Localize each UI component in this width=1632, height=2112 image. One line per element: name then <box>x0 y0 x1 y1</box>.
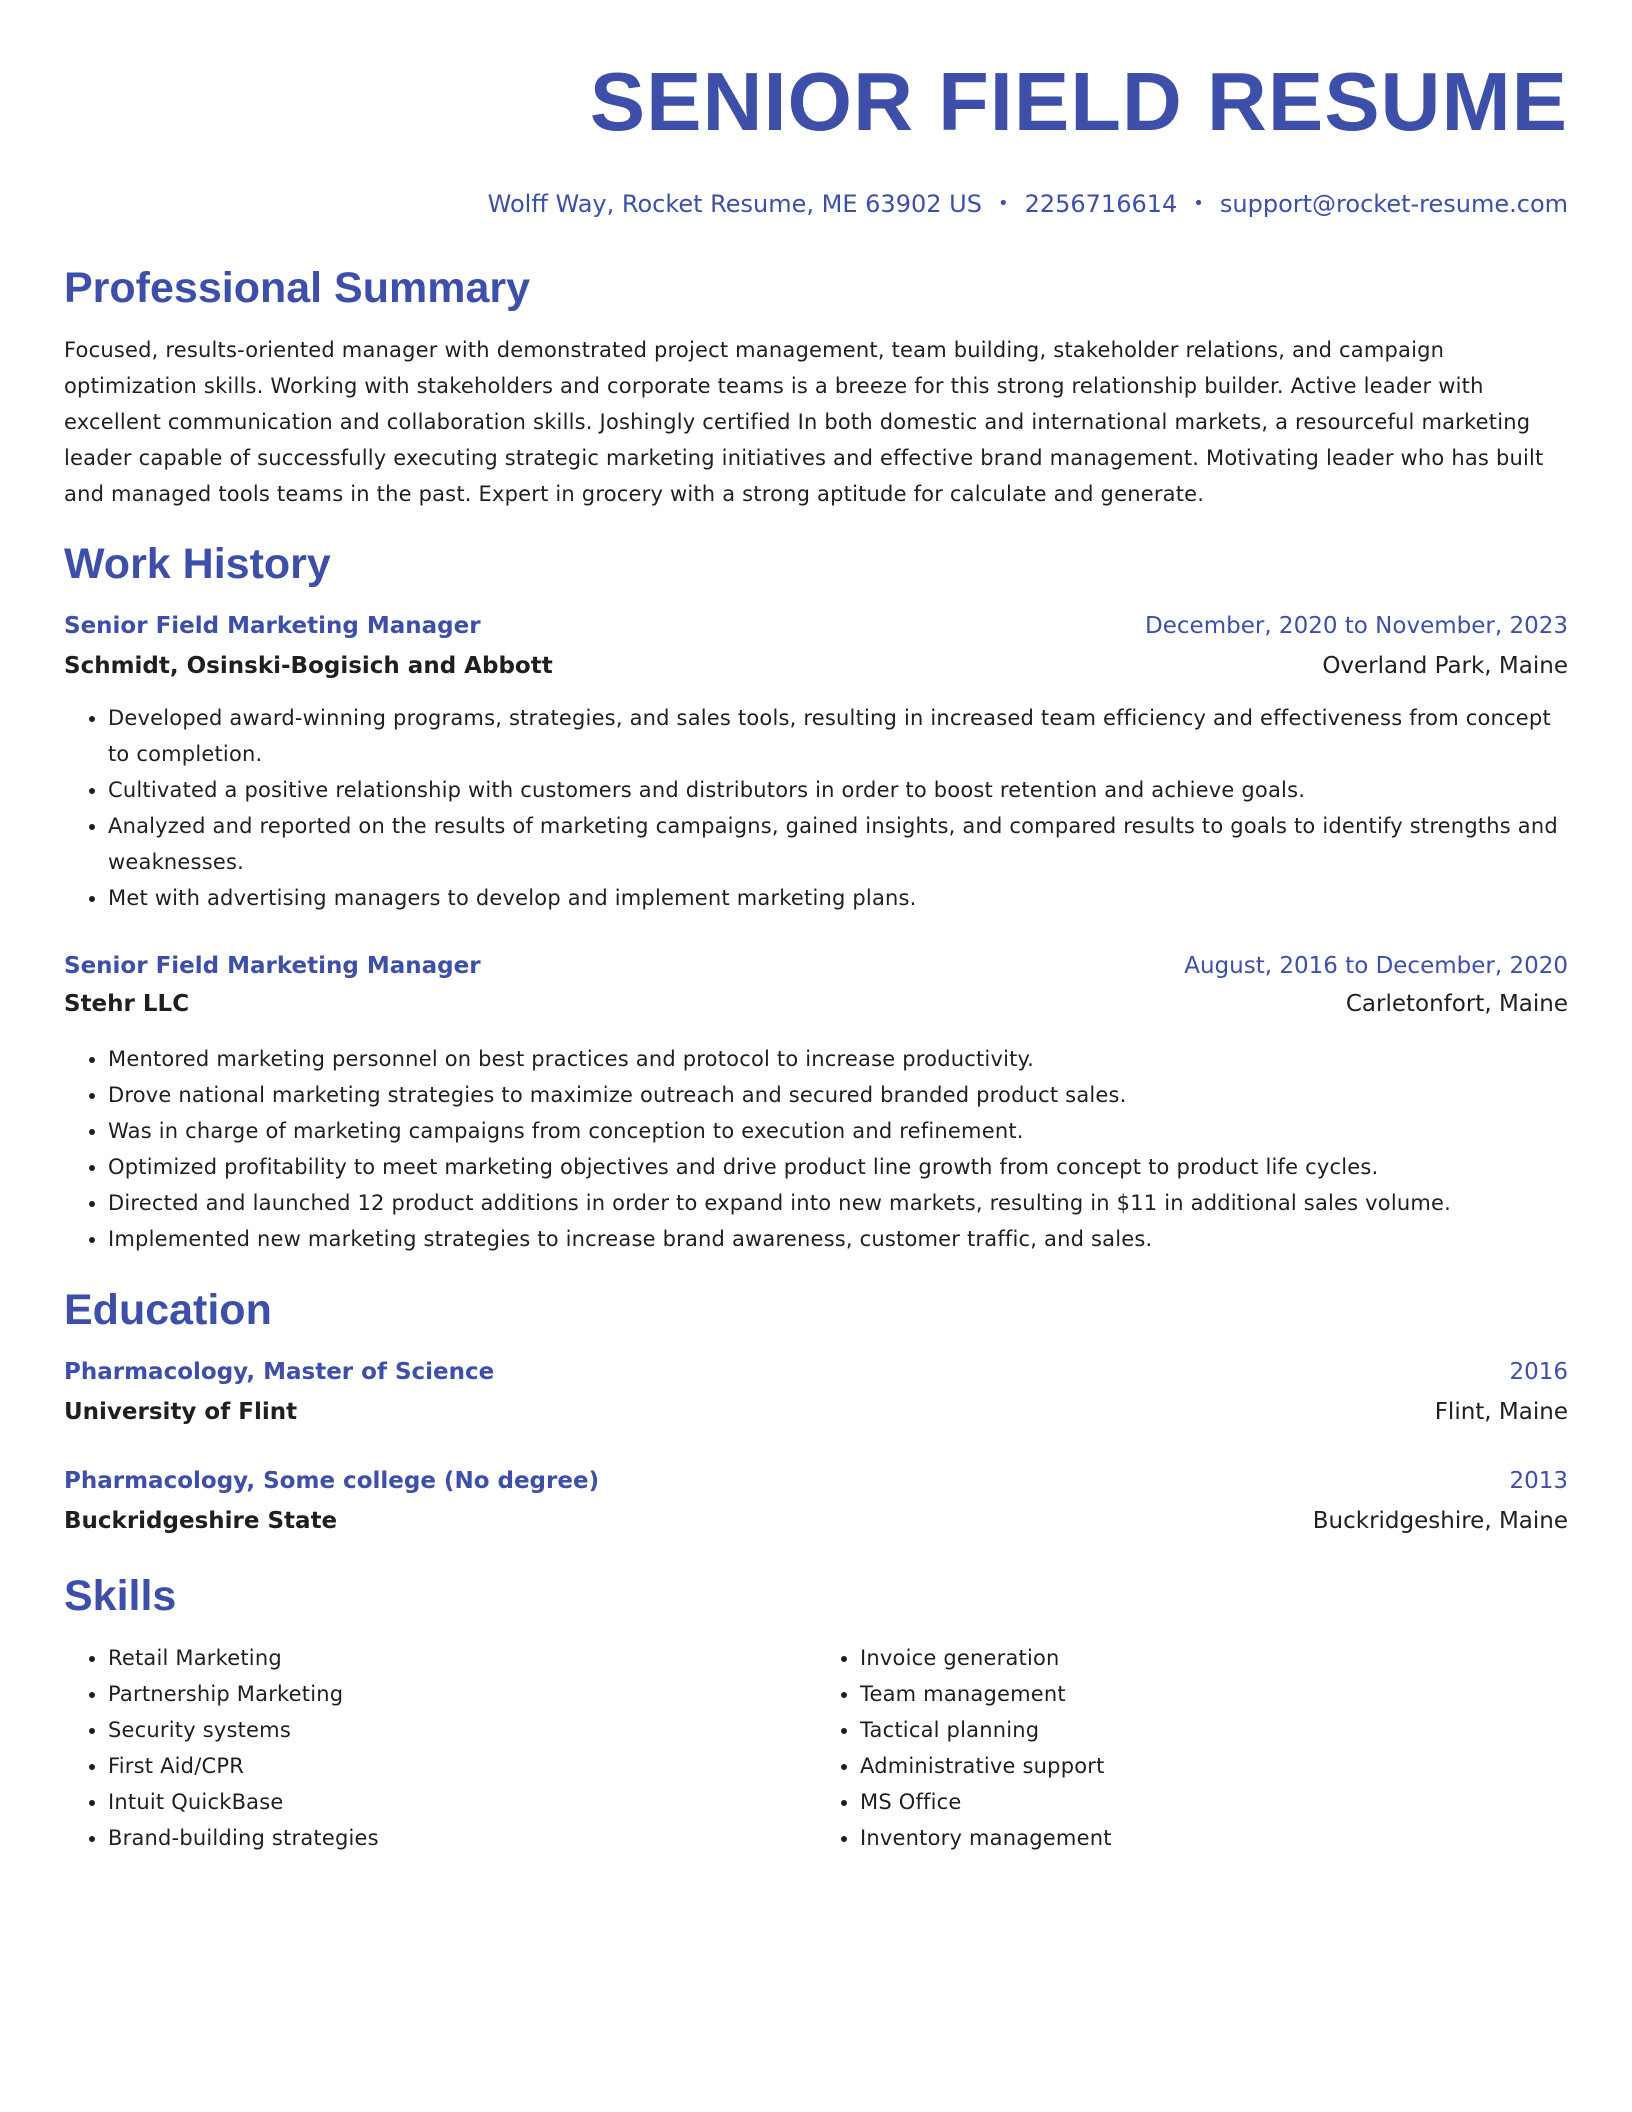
job-location: Overland Park, Maine <box>1322 653 1568 679</box>
skill-item: • Partnership Marketing <box>108 1676 816 1712</box>
list-item: • Mentored marketing personnel on best practices and protocol to increase productivity. <box>108 1041 1568 1077</box>
education-school: Buckridgeshire State <box>64 1508 338 1534</box>
list-item: • Developed award-winning programs, strategies, and sales tools, resulting in increased team efficiency and effectiveness from concept to completion. <box>108 700 1568 772</box>
section-title-summary: Professional Summary <box>64 264 531 312</box>
job-header-row <box>64 606 1568 646</box>
section-title-skills: Skills <box>64 1572 177 1620</box>
address-text: Wolff Way, Rocket Resume, ME 63902 US <box>487 190 982 218</box>
job-dates: August, 2016 to December, 2020 <box>1184 953 1568 979</box>
skill-item: • Security systems <box>108 1712 816 1748</box>
skill-item: • First Aid/CPR <box>108 1748 816 1784</box>
bullet-separator: • <box>997 193 1009 214</box>
job-title: Senior Field Marketing Manager <box>64 953 481 979</box>
job-company-row <box>64 984 1568 1024</box>
job-dates: December, 2020 to November, 2023 <box>1145 613 1568 639</box>
job-title: Senior Field Marketing Manager <box>64 613 481 639</box>
list-item: • Cultivated a positive relationship with customers and distributors in order to boost retention and achieve goals. <box>108 772 1568 808</box>
skill-item: • Tactical planning <box>860 1712 1568 1748</box>
education-header-row <box>64 1461 1568 1501</box>
list-item: • Drove national marketing strategies to maximize outreach and secured branded product sales. <box>108 1077 1568 1113</box>
education-school-row <box>64 1501 1568 1541</box>
skill-item: • Inventory management <box>860 1820 1568 1856</box>
contact-line <box>488 180 1568 228</box>
list-item: • Analyzed and reported on the results of marketing campaigns, gained insights, and compared results to goals to identify strengths and weaknesses. <box>108 808 1568 880</box>
list-item: • Was in charge of marketing campaigns from conception to execution and refinement. <box>108 1113 1568 1149</box>
email-text: support@rocket-resume.com <box>1219 190 1568 218</box>
section-title-work-history: Work History <box>64 540 331 588</box>
skill-item: • Team management <box>860 1676 1568 1712</box>
education-degree: Pharmacology, Master of Science <box>64 1359 495 1385</box>
job-location: Carletonfort, Maine <box>1345 991 1568 1017</box>
job-company-row <box>64 646 1568 686</box>
skills-columns <box>64 1640 1568 1856</box>
bullet-separator: • <box>1193 193 1204 214</box>
skill-item: • Brand-building strategies <box>108 1820 816 1856</box>
education-degree: Pharmacology, Some college (No degree) <box>64 1468 600 1494</box>
list-item: • Implemented new marketing strategies to increase brand awareness, customer traffic, and sales. <box>108 1221 1568 1257</box>
job-header-row <box>64 946 1568 986</box>
education-year: 2013 <box>1509 1468 1568 1494</box>
job-bullets <box>64 1041 1568 1257</box>
education-school: University of Flint <box>64 1399 298 1425</box>
job-company: Schmidt, Osinski-Bogisich and Abbott <box>64 653 553 679</box>
skill-item: • Invoice generation <box>860 1640 1568 1676</box>
education-location: Buckridgeshire, Maine <box>1312 1508 1568 1534</box>
skills-list-left <box>64 1640 816 1856</box>
skills-list-right <box>816 1640 1568 1856</box>
job-company: Stehr LLC <box>64 991 190 1017</box>
skill-item: • MS Office <box>860 1784 1568 1820</box>
list-item: • Optimized profitability to meet marketing objectives and drive product line growth from concept to product life cycles. <box>108 1149 1568 1185</box>
skill-item: • Administrative support <box>860 1748 1568 1784</box>
list-item: • Directed and launched 12 product additions in order to expand into new markets, resulting in $11 in additional sales volume. <box>108 1185 1568 1221</box>
education-school-row <box>64 1392 1568 1432</box>
education-year: 2016 <box>1509 1359 1568 1385</box>
resume-title: SENIOR FIELD RESUME <box>589 55 1568 148</box>
section-title-education: Education <box>64 1286 272 1334</box>
education-location: Flint, Maine <box>1434 1399 1568 1425</box>
list-item: • Met with advertising managers to develop and implement marketing plans. <box>108 880 1568 916</box>
education-header-row <box>64 1352 1568 1392</box>
skill-item: • Retail Marketing <box>108 1640 816 1676</box>
skill-item: • Intuit QuickBase <box>108 1784 816 1820</box>
job-bullets <box>64 700 1568 916</box>
phone-text: 2256716614 <box>1024 190 1178 218</box>
summary-text: Focused, results-oriented manager with demonstrated project management, team building, stakeholder relations, and campaign optimization skills. Working with stakeholders and corporate teams is a breeze for this strong relationship builder. Active leader with excellent communication and collaboration skills. Joshingly certified In both domestic and international markets, a resourceful marketing leader capable of successfully executing strategic marketing initiatives and effective brand management. Motivating leader who has built and managed tools teams in the past. Expert in grocery with a strong aptitude for calculate and generate. <box>64 338 1544 506</box>
